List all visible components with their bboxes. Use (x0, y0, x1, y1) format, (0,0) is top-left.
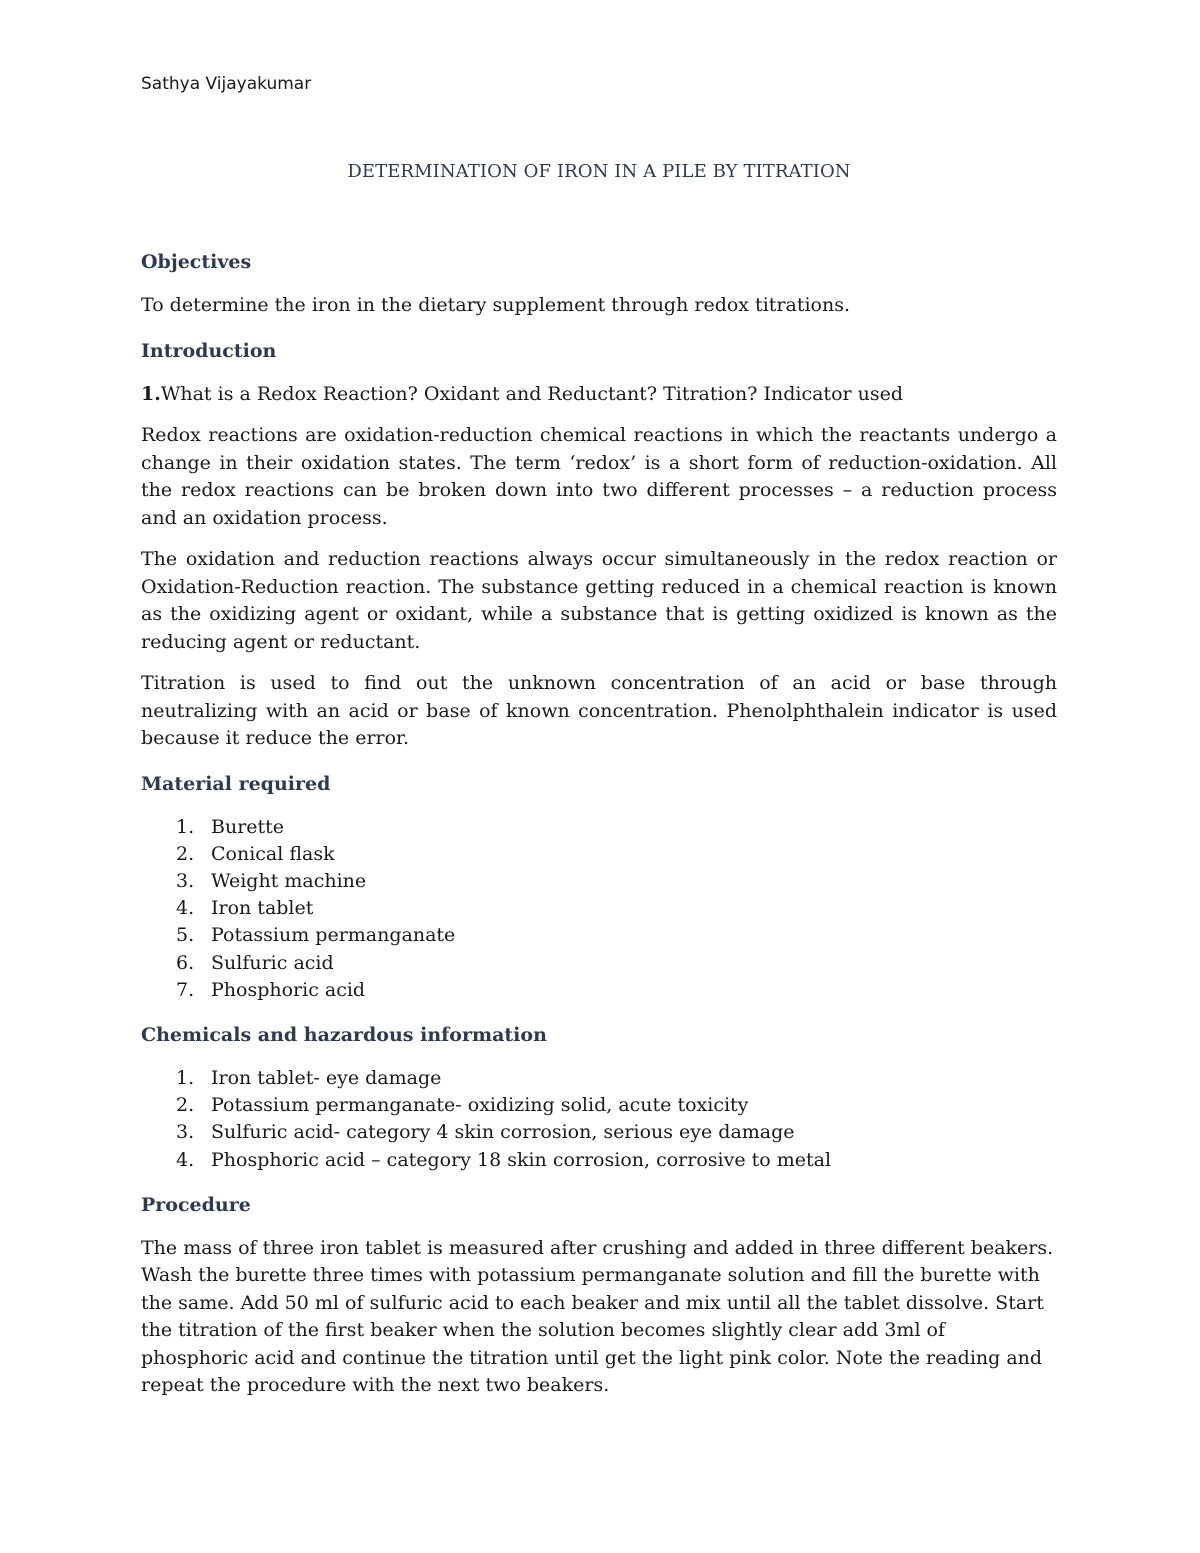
materials-list (141, 814, 1057, 1004)
question-number: 1. (141, 382, 161, 405)
list-item: 2. Potassium permanganate- oxidizing solid, acute toxicity (176, 1094, 749, 1117)
author-name: Sathya Vijayakumar (141, 74, 312, 94)
list-item: 6. Sulfuric acid (176, 951, 334, 974)
materials-heading: Material required (141, 772, 331, 795)
list-item: 2. Conical flask (176, 842, 335, 865)
list-item: 1. Burette (176, 815, 285, 838)
chemicals-heading: Chemicals and hazardous information (141, 1023, 547, 1046)
question-text: What is a Redox Reaction? Oxidant and Reductant? Titration? Indicator used (160, 382, 904, 405)
list-item: 4. Phosphoric acid – category 18 skin corrosion, corrosive to metal (176, 1148, 832, 1171)
intro-paragraph-oxidant-reductant: The oxidation and reduction reactions always occur simultaneously in the redox reaction or Oxidation-Reduction reaction. The substance getting reduced in a chemical reaction is known as the oxidizing agent or oxidant, while a substance that is getting oxidized is known as the reducing agent or reductant. (141, 548, 1057, 653)
list-item: 5. Potassium permanganate (176, 924, 456, 947)
list-item: 4. Iron tablet (176, 897, 314, 920)
document-body (141, 248, 1057, 1400)
list-item: 3. Sulfuric acid- category 4 skin corrosion, serious eye damage (176, 1121, 795, 1144)
chemicals-list (141, 1065, 1057, 1174)
objectives-heading: Objectives (141, 251, 252, 273)
procedure-heading: Procedure (141, 1193, 251, 1216)
list-item: 3. Weight machine (176, 869, 367, 892)
introduction-question (141, 381, 1057, 409)
intro-paragraph-redox: Redox reactions are oxidation-reduction chemical reactions in which the reactants undergo a change in their oxidation states. The term ‘redox’ is a short form of reduction-oxidation. All the redox reactions can be broken down into two different processes – a reduction process and an oxidation process. (141, 424, 1057, 529)
list-item: 7. Phosphoric acid (176, 978, 366, 1001)
document-title: DETERMINATION OF IRON IN A PILE BY TITRATION (347, 161, 851, 182)
objectives-text: To determine the iron in the dietary supplement through redox titrations. (141, 294, 850, 316)
list-item: 1. Iron tablet- eye damage (176, 1066, 442, 1089)
introduction-heading: Introduction (141, 339, 277, 362)
procedure-text: The mass of three iron tablet is measured after crushing and added in three different beakers. Wash the burette three times with potassium permanganate solution and fill the burette with the same. Add 50 ml of sulfuric acid to each beaker and mix until all the tablet dissolve. Start the titration of the first beaker when the solution becomes slightly clear add 3ml of phosphoric acid and continue the titration until get the light pink color. Note the reading and repeat the procedure with the next two beakers. (141, 1236, 1054, 1397)
intro-paragraph-titration: Titration is used to find out the unknown concentration of an acid or base through neutralizing with an acid or base of known concentration. Phenolphthalein indicator is used because it reduce the error. (141, 672, 1057, 749)
